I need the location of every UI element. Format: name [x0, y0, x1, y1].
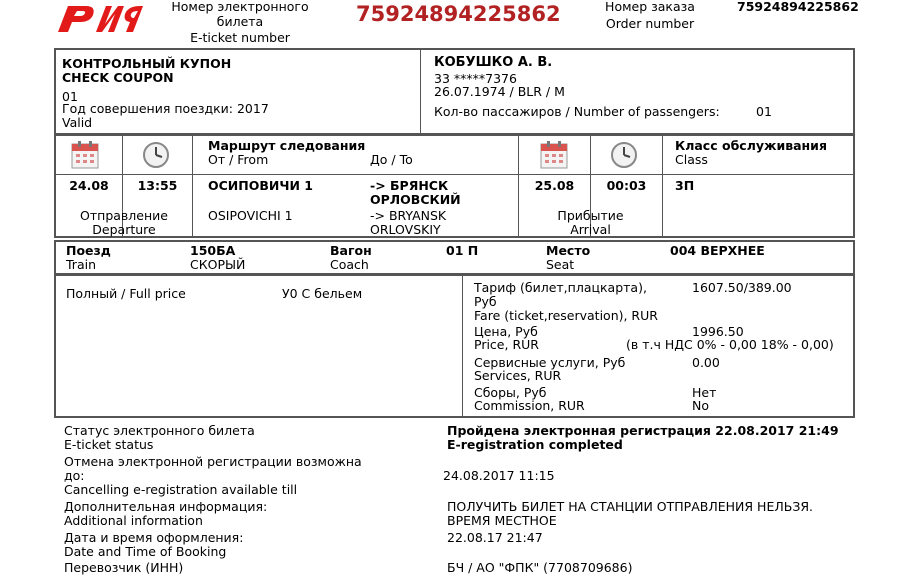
additional-label-en: Additional information	[64, 513, 203, 528]
status-value-en: E-registration completed	[447, 437, 623, 452]
services-value: 0.00	[692, 355, 720, 370]
fare-divider	[462, 276, 463, 416]
passenger-name: КОБУШКО А. В.	[434, 55, 553, 70]
seat-label-en: Seat	[546, 257, 575, 272]
booking-label-en: Date and Time of Booking	[64, 544, 227, 559]
to-station-en-1: -> BRYANSK	[370, 208, 447, 223]
coach-label-en: Coach	[330, 257, 369, 272]
class-label-ru: Класс обслуживания	[675, 138, 827, 153]
class-value: 3П	[675, 178, 695, 193]
arrival-label-ru: Прибытие	[557, 208, 624, 223]
class-label-en: Class	[675, 152, 708, 167]
ticket-number: 75924894225862	[356, 2, 561, 26]
passenger-count: 01	[756, 104, 772, 119]
from-station-en: OSIPOVICHI 1	[208, 208, 293, 223]
departure-clock-icon	[141, 140, 171, 173]
passenger-count-label: Кол-во пассажиров / Number of passengers:	[434, 104, 720, 119]
coach-number: 01 П	[446, 243, 479, 258]
departure-date: 24.08	[69, 178, 109, 193]
additional-label-ru: Дополнительная информация:	[64, 499, 268, 514]
arrival-clock-icon	[609, 140, 639, 173]
cancel-label-2: до:	[64, 468, 85, 483]
status-label-ru: Статус электронного билета	[64, 423, 255, 438]
arrival-label-en: Arrival	[570, 222, 611, 237]
cancel-label-3: Cancelling e-registration available till	[64, 482, 298, 497]
additional-value-2: ВРЕМЯ МЕСТНОЕ	[447, 513, 557, 528]
to-station-ru-2: ОРЛОВСКИЙ	[370, 192, 461, 207]
commission-value-ru: Нет	[692, 385, 717, 400]
coupon-code: 01	[62, 89, 78, 104]
route-divider-2	[192, 136, 193, 236]
from-station-ru: ОСИПОВИЧИ 1	[208, 178, 313, 193]
order-label-en: Order number	[605, 16, 695, 31]
price-value: 1996.50	[692, 324, 744, 339]
bedding-label: У0 С бельем	[282, 286, 363, 301]
passenger-document: 33 *****7376	[434, 71, 517, 86]
services-label-en: Services, RUR	[474, 368, 562, 383]
carrier-value: БЧ / АО "ФПК" (7708709686)	[447, 560, 633, 575]
commission-label-en: Commission, RUR	[474, 398, 585, 413]
arrival-date: 25.08	[534, 178, 575, 193]
route-label: Маршрут следования	[208, 138, 366, 153]
train-number: 150БА	[190, 243, 236, 258]
ticket-number-label-en: E-ticket number	[190, 30, 290, 45]
departure-calendar-icon	[70, 140, 100, 173]
passenger-birth: 26.07.1974 / BLR / M	[434, 84, 565, 99]
train-label-ru: Поезд	[66, 243, 111, 258]
commission-value-en: No	[692, 398, 709, 413]
valid-label: Valid	[62, 115, 93, 130]
coupon-divider	[420, 50, 421, 133]
ticket-number-label-ru-1: Номер электронного	[171, 0, 309, 14]
coach-label-ru: Вагон	[330, 243, 372, 258]
coupon-title-ru: КОНТРОЛЬНЫЙ КУПОН	[62, 56, 232, 71]
seat-value: 004 ВЕРХНЕЕ	[670, 243, 765, 258]
coupon-title-en: CHECK COUPON	[62, 70, 174, 85]
ticket-number-label-ru-2: билета	[216, 14, 264, 29]
cancel-value: 24.08.2017 11:15	[443, 468, 555, 483]
to-station-en-2: ORLOVSKIY	[370, 222, 441, 237]
departure-label-en: Departure	[92, 222, 156, 237]
carrier-label: Перевозчик (ИНН)	[64, 560, 184, 575]
train-label-en: Train	[66, 257, 96, 272]
full-price-label: Полный / Full price	[66, 286, 186, 301]
services-label-ru: Сервисные услуги, Руб	[474, 355, 626, 370]
vat-note: (в т.ч НДС 0% - 0,00 18% - 0,00)	[626, 337, 834, 352]
departure-time: 13:55	[137, 178, 178, 193]
price-label-ru: Цена, Руб	[474, 324, 538, 339]
arrival-time: 00:03	[606, 178, 647, 193]
trip-year: Год совершения поездки: 2017	[62, 101, 269, 116]
order-label-ru: Номер заказа	[605, 0, 695, 14]
to-station-ru-1: -> БРЯНСК	[370, 178, 449, 193]
tariff-label-3: Fare (ticket,reservation), RUR	[474, 308, 658, 323]
booking-label-ru: Дата и время оформления:	[64, 530, 244, 545]
status-value-ru: Пройдена электронная регистрация 22.08.2017 21:49	[447, 423, 839, 438]
rzd-logo-icon	[52, 2, 144, 36]
train-type: СКОРЫЙ	[190, 257, 246, 272]
commission-label-ru: Сборы, Руб	[474, 385, 547, 400]
status-label-en: E-ticket status	[64, 437, 154, 452]
tariff-label-2: Руб	[474, 294, 497, 309]
seat-label-ru: Место	[546, 243, 591, 258]
rzd-logo	[52, 2, 144, 36]
arrival-calendar-icon	[539, 140, 569, 173]
from-label: От / From	[208, 152, 269, 167]
route-divider-5	[662, 136, 663, 236]
tariff-value: 1607.50/389.00	[692, 280, 792, 295]
order-number: 75924894225862	[737, 0, 859, 14]
cancel-label-1: Отмена электронной регистрации возможна	[64, 454, 362, 469]
to-label: До / To	[370, 152, 413, 167]
departure-label-ru: Отправление	[80, 208, 168, 223]
route-divider-h	[56, 174, 853, 175]
additional-value-1: ПОЛУЧИТЬ БИЛЕТ НА СТАНЦИИ ОТПРАВЛЕНИЯ НЕЛЬЗЯ.	[447, 499, 813, 514]
price-label-en: Price, RUR	[474, 337, 539, 352]
booking-value: 22.08.17 21:47	[447, 530, 543, 545]
tariff-label-1: Тариф (билет,плацкарта),	[474, 280, 647, 295]
